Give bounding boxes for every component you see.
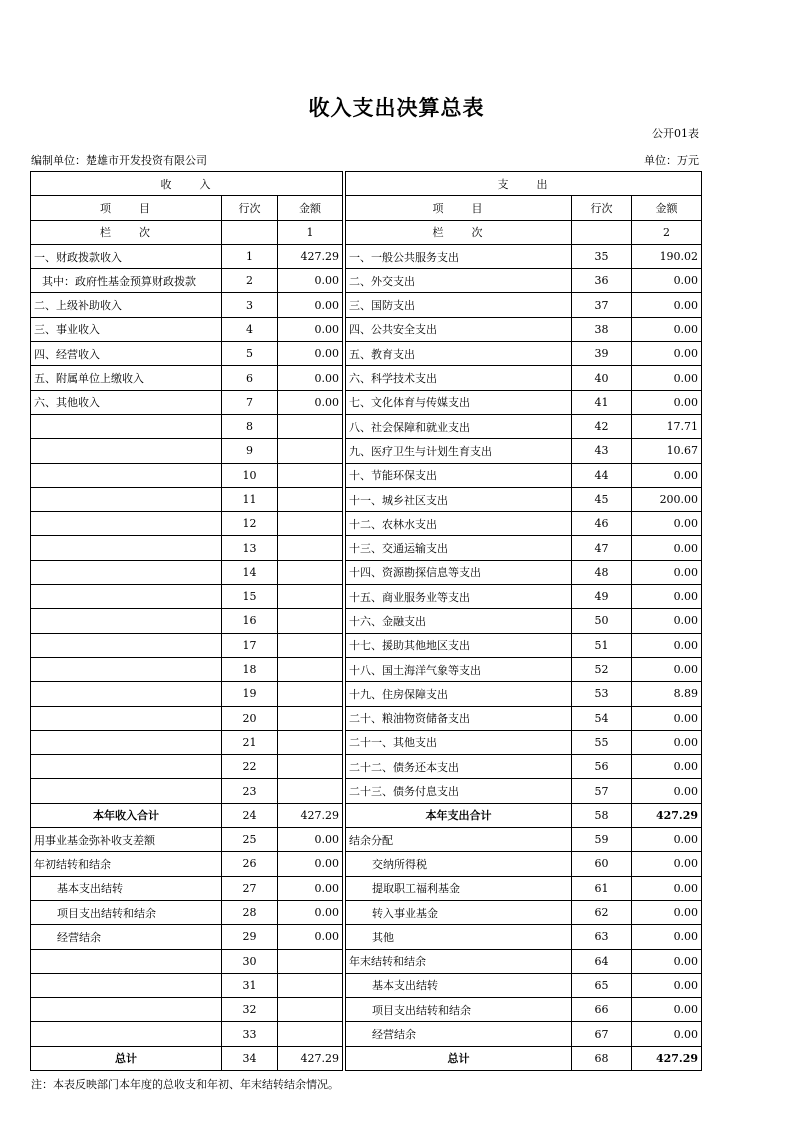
- expense-row-no: 42: [572, 414, 632, 438]
- table-row: [31, 585, 702, 609]
- footnote: 注：本表反映部门本年度的总收支和年初、年末结转结余情况。: [31, 1078, 339, 1091]
- income-item: 项目支出结转和结余: [31, 900, 222, 924]
- income-row-no: 26: [222, 852, 278, 876]
- income-amount: 0.00: [278, 925, 343, 949]
- table-row: [31, 342, 702, 366]
- expense-item: 十一、城乡社区支出: [346, 487, 572, 511]
- income-row-no-header: 行次: [222, 196, 278, 220]
- table-row: [31, 998, 702, 1022]
- income-item: [31, 585, 222, 609]
- income-row-no: 14: [222, 560, 278, 584]
- table-row: [31, 366, 702, 390]
- expense-amount-header: 金额: [632, 196, 702, 220]
- income-row-no: 27: [222, 876, 278, 900]
- expense-column-number: 2: [632, 220, 702, 244]
- income-amount: 0.00: [278, 366, 343, 390]
- expense-row-no: 43: [572, 439, 632, 463]
- income-column-number: 1: [278, 220, 343, 244]
- table-row: [31, 925, 702, 949]
- expense-amount: 0.00: [632, 998, 702, 1022]
- expense-item: 五、教育支出: [346, 342, 572, 366]
- income-item: [31, 657, 222, 681]
- income-amount: [278, 560, 343, 584]
- expense-amount: 0.00: [632, 390, 702, 414]
- income-row-no: 20: [222, 706, 278, 730]
- expense-item: 一、一般公共服务支出: [346, 244, 572, 268]
- income-row-no: 8: [222, 414, 278, 438]
- expense-item: 八、社会保障和就业支出: [346, 414, 572, 438]
- income-amount: 0.00: [278, 342, 343, 366]
- table-row: [31, 682, 702, 706]
- income-row-no: 9: [222, 439, 278, 463]
- expense-row-no: 63: [572, 925, 632, 949]
- income-item: 基本支出结转: [31, 876, 222, 900]
- table-row: [31, 876, 702, 900]
- expense-row-no: 37: [572, 293, 632, 317]
- expense-amount: 0.00: [632, 463, 702, 487]
- income-row-no: 22: [222, 755, 278, 779]
- income-amount: [278, 973, 343, 997]
- income-item: 总计: [31, 1046, 222, 1070]
- income-amount: [278, 949, 343, 973]
- expense-item: 十二、农林水支出: [346, 512, 572, 536]
- expense-item: 十、节能环保支出: [346, 463, 572, 487]
- table-row: [31, 828, 702, 852]
- income-row-no: 32: [222, 998, 278, 1022]
- income-row-no: 15: [222, 585, 278, 609]
- income-amount: 0.00: [278, 852, 343, 876]
- income-item: [31, 633, 222, 657]
- expense-row-no: 54: [572, 706, 632, 730]
- expense-amount: 0.00: [632, 633, 702, 657]
- expense-amount: 0.00: [632, 779, 702, 803]
- expense-row-no: 39: [572, 342, 632, 366]
- income-item: 其中：政府性基金预算财政拨款: [31, 269, 222, 293]
- income-row-no: 4: [222, 317, 278, 341]
- income-item: [31, 973, 222, 997]
- income-item: 用事业基金弥补收支差额: [31, 828, 222, 852]
- expense-row-no-header: 行次: [572, 196, 632, 220]
- expense-row-no: 58: [572, 803, 632, 827]
- income-amount: [278, 609, 343, 633]
- expense-item: 总计: [346, 1046, 572, 1070]
- org-label: 编制单位：楚雄市开发投资有限公司: [31, 154, 207, 167]
- income-item: [31, 998, 222, 1022]
- table-row: [31, 900, 702, 924]
- expense-row-no: 68: [572, 1046, 632, 1070]
- expense-row-no: 60: [572, 852, 632, 876]
- table-row: [31, 463, 702, 487]
- income-amount: 0.00: [278, 390, 343, 414]
- table-row: [31, 657, 702, 681]
- expense-row-no: 64: [572, 949, 632, 973]
- table-row: [31, 390, 702, 414]
- income-amount: 0.00: [278, 828, 343, 852]
- income-item: 年初结转和结余: [31, 852, 222, 876]
- income-amount: [278, 414, 343, 438]
- income-amount: [278, 633, 343, 657]
- income-row-no: 16: [222, 609, 278, 633]
- income-item: 六、其他收入: [31, 390, 222, 414]
- expense-item-header: 项 目: [346, 196, 572, 220]
- income-amount: [278, 463, 343, 487]
- expense-amount: 0.00: [632, 560, 702, 584]
- expense-item: 十九、住房保障支出: [346, 682, 572, 706]
- expense-amount: 0.00: [632, 925, 702, 949]
- income-amount: [278, 706, 343, 730]
- income-row-no: 11: [222, 487, 278, 511]
- expense-item: 其他: [346, 925, 572, 949]
- expense-item: 四、公共安全支出: [346, 317, 572, 341]
- expense-row-no: 48: [572, 560, 632, 584]
- table-row: [31, 414, 702, 438]
- income-row-no: 34: [222, 1046, 278, 1070]
- income-row-no: 31: [222, 973, 278, 997]
- income-item: 本年收入合计: [31, 803, 222, 827]
- expense-amount: 200.00: [632, 487, 702, 511]
- income-amount: 0.00: [278, 900, 343, 924]
- income-item: [31, 730, 222, 754]
- table-row: [31, 609, 702, 633]
- income-item: [31, 779, 222, 803]
- expense-item: 转入事业基金: [346, 900, 572, 924]
- income-row-no: 21: [222, 730, 278, 754]
- expense-row-no: 66: [572, 998, 632, 1022]
- income-amount: 427.29: [278, 803, 343, 827]
- income-row-no: 2: [222, 269, 278, 293]
- income-amount: [278, 730, 343, 754]
- expense-item: 十三、交通运输支出: [346, 536, 572, 560]
- income-row-no: 29: [222, 925, 278, 949]
- income-item: [31, 560, 222, 584]
- expense-row-no: 57: [572, 779, 632, 803]
- expense-row-no: 40: [572, 366, 632, 390]
- income-amount: 0.00: [278, 317, 343, 341]
- expense-amount: 0.00: [632, 828, 702, 852]
- expense-amount: 0.00: [632, 585, 702, 609]
- expense-row-no: 49: [572, 585, 632, 609]
- unit-label: 单位：万元: [644, 154, 699, 167]
- table-row: [31, 706, 702, 730]
- expense-item: 交纳所得税: [346, 852, 572, 876]
- expense-item: 十七、援助其他地区支出: [346, 633, 572, 657]
- expense-item: 十八、国土海洋气象等支出: [346, 657, 572, 681]
- expense-row-no: 61: [572, 876, 632, 900]
- table-row: [31, 487, 702, 511]
- income-item: [31, 949, 222, 973]
- expense-row-no: 59: [572, 828, 632, 852]
- column-header-row: [31, 196, 702, 220]
- expense-row-no: 51: [572, 633, 632, 657]
- expense-amount: 0.00: [632, 657, 702, 681]
- expense-amount: 17.71: [632, 414, 702, 438]
- income-row-no: 30: [222, 949, 278, 973]
- expense-column-label: 栏 次: [346, 220, 572, 244]
- expense-row-no: 55: [572, 730, 632, 754]
- expense-item: 九、医疗卫生与计划生育支出: [346, 439, 572, 463]
- table-row: [31, 852, 702, 876]
- income-item: 一、财政拨款收入: [31, 244, 222, 268]
- income-row-no: 17: [222, 633, 278, 657]
- table-row: [31, 730, 702, 754]
- expense-row-no: 36: [572, 269, 632, 293]
- expense-amount: 0.00: [632, 949, 702, 973]
- income-row-no: 23: [222, 779, 278, 803]
- table-row: [31, 755, 702, 779]
- income-item: 三、事业收入: [31, 317, 222, 341]
- expense-amount: 0.00: [632, 876, 702, 900]
- expense-row-no: 67: [572, 1022, 632, 1046]
- expense-item: 年末结转和结余: [346, 949, 572, 973]
- expense-item: 十六、金融支出: [346, 609, 572, 633]
- income-item: 二、上级补助收入: [31, 293, 222, 317]
- expense-amount: 0.00: [632, 973, 702, 997]
- income-amount: [278, 755, 343, 779]
- income-item: [31, 512, 222, 536]
- table-row: [31, 560, 702, 584]
- expense-row-no: 46: [572, 512, 632, 536]
- expense-item: 七、文化体育与传媒支出: [346, 390, 572, 414]
- income-amount: 427.29: [278, 1046, 343, 1070]
- income-row-no: 25: [222, 828, 278, 852]
- expense-item: 六、科学技术支出: [346, 366, 572, 390]
- income-item: 经营结余: [31, 925, 222, 949]
- income-amount: [278, 1022, 343, 1046]
- expense-amount: 0.00: [632, 730, 702, 754]
- income-amount: [278, 536, 343, 560]
- income-amount: 0.00: [278, 293, 343, 317]
- expense-amount: 0.00: [632, 293, 702, 317]
- income-item: [31, 536, 222, 560]
- income-column-label: 栏 次: [31, 220, 222, 244]
- income-item: [31, 414, 222, 438]
- income-row-no: 18: [222, 657, 278, 681]
- expense-item: 二十三、债务付息支出: [346, 779, 572, 803]
- expense-amount: 0.00: [632, 269, 702, 293]
- table-code: 公开01表: [652, 127, 699, 140]
- expense-amount: 10.67: [632, 439, 702, 463]
- income-item: [31, 609, 222, 633]
- income-amount: [278, 512, 343, 536]
- income-amount: [278, 439, 343, 463]
- expense-amount: 190.02: [632, 244, 702, 268]
- expense-row-no: 53: [572, 682, 632, 706]
- table-row: [31, 633, 702, 657]
- table-row: [31, 779, 702, 803]
- expense-amount: 427.29: [632, 803, 702, 827]
- income-item: [31, 463, 222, 487]
- expense-item: 二十二、债务还本支出: [346, 755, 572, 779]
- expense-item: 结余分配: [346, 828, 572, 852]
- expense-row-no: 41: [572, 390, 632, 414]
- income-amount: 427.29: [278, 244, 343, 268]
- expense-amount: 0.00: [632, 317, 702, 341]
- income-row-no: 28: [222, 900, 278, 924]
- expense-row-no: 47: [572, 536, 632, 560]
- income-section-header: 收 入: [31, 172, 343, 196]
- income-amount-header: 金额: [278, 196, 343, 220]
- expense-row-no: 52: [572, 657, 632, 681]
- income-row-no: 13: [222, 536, 278, 560]
- income-amount: [278, 682, 343, 706]
- income-item: [31, 1022, 222, 1046]
- expense-amount: 0.00: [632, 366, 702, 390]
- expense-amount: 0.00: [632, 512, 702, 536]
- income-row-no: 24: [222, 803, 278, 827]
- table-row: [31, 803, 702, 827]
- page-title: 收入支出决算总表: [308, 96, 485, 120]
- income-row-no: 6: [222, 366, 278, 390]
- table-row: [31, 1022, 702, 1046]
- expense-item: 二、外交支出: [346, 269, 572, 293]
- expense-row-no: 45: [572, 487, 632, 511]
- table-row: [31, 317, 702, 341]
- income-row-no: 19: [222, 682, 278, 706]
- expense-amount: 427.29: [632, 1046, 702, 1070]
- expense-row-no: 65: [572, 973, 632, 997]
- expense-section-header: 支 出: [346, 172, 702, 196]
- table-row: [31, 536, 702, 560]
- table-row: [31, 293, 702, 317]
- expense-item: 十四、资源勘探信息等支出: [346, 560, 572, 584]
- expense-item: 二十一、其他支出: [346, 730, 572, 754]
- expense-row-no-blank: [572, 220, 632, 244]
- income-item: [31, 439, 222, 463]
- expense-row-no: 62: [572, 900, 632, 924]
- income-amount: [278, 585, 343, 609]
- expense-item: 十五、商业服务业等支出: [346, 585, 572, 609]
- expense-amount: 0.00: [632, 609, 702, 633]
- budget-table: [30, 171, 702, 1071]
- expense-row-no: 35: [572, 244, 632, 268]
- income-row-no: 3: [222, 293, 278, 317]
- expense-amount: 0.00: [632, 852, 702, 876]
- expense-item: 本年支出合计: [346, 803, 572, 827]
- expense-row-no: 50: [572, 609, 632, 633]
- income-row-no: 1: [222, 244, 278, 268]
- income-amount: 0.00: [278, 269, 343, 293]
- income-amount: 0.00: [278, 876, 343, 900]
- income-item: [31, 682, 222, 706]
- table-row: [31, 439, 702, 463]
- expense-row-no: 38: [572, 317, 632, 341]
- expense-amount: 8.89: [632, 682, 702, 706]
- income-item: 四、经营收入: [31, 342, 222, 366]
- income-row-no: 10: [222, 463, 278, 487]
- income-row-no: 7: [222, 390, 278, 414]
- income-item: [31, 755, 222, 779]
- expense-amount: 0.00: [632, 1022, 702, 1046]
- income-item-header: 项 目: [31, 196, 222, 220]
- expense-item: 经营结余: [346, 1022, 572, 1046]
- section-header-row: [31, 172, 702, 196]
- expense-amount: 0.00: [632, 755, 702, 779]
- table-row: [31, 973, 702, 997]
- table-row: [31, 949, 702, 973]
- expense-item: 项目支出结转和结余: [346, 998, 572, 1022]
- income-amount: [278, 487, 343, 511]
- column-number-row: [31, 220, 702, 244]
- expense-row-no: 56: [572, 755, 632, 779]
- income-row-no: 5: [222, 342, 278, 366]
- income-row-no-blank: [222, 220, 278, 244]
- expense-amount: 0.00: [632, 536, 702, 560]
- income-row-no: 33: [222, 1022, 278, 1046]
- income-amount: [278, 998, 343, 1022]
- table-row: [31, 512, 702, 536]
- table-row: [31, 244, 702, 268]
- income-item: 五、附属单位上缴收入: [31, 366, 222, 390]
- expense-amount: 0.00: [632, 342, 702, 366]
- expense-item: 基本支出结转: [346, 973, 572, 997]
- expense-row-no: 44: [572, 463, 632, 487]
- income-item: [31, 487, 222, 511]
- income-amount: [278, 779, 343, 803]
- income-amount: [278, 657, 343, 681]
- expense-amount: 0.00: [632, 706, 702, 730]
- expense-item: 提取职工福利基金: [346, 876, 572, 900]
- income-item: [31, 706, 222, 730]
- table-row: [31, 1046, 702, 1070]
- expense-amount: 0.00: [632, 900, 702, 924]
- expense-item: 三、国防支出: [346, 293, 572, 317]
- income-row-no: 12: [222, 512, 278, 536]
- expense-item: 二十、粮油物资储备支出: [346, 706, 572, 730]
- table-row: [31, 269, 702, 293]
